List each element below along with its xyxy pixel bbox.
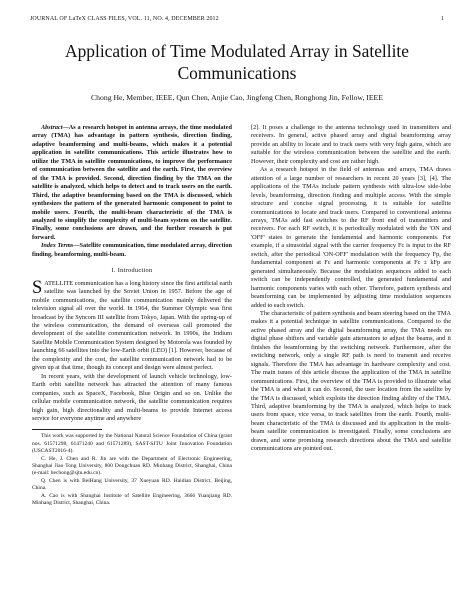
index-terms-text: —Satellite communication, time modulated array, direction finding, beamforming, multi-beam. [32,242,232,258]
index-terms [32,242,232,259]
left-column [32,124,232,507]
intro-paragraph-1-text: ATELLITE communication has a long history since the first artificial earth satellite was launched by the Soviet Union in 1957. Before the age of mobile communications, the satellite communication mainly delivered the television signal all over the world. In 1964, the Summer Olympic was first broadcast by the Syncom III satellite from Tokyo, Japan. With the spring-up of the wireless communication, the demand of overseas call promoted the development of the satellite communication network. In 1990s, the Iridium Satellite Mobile Communication System designed by Motorola was founded by launching 66 satellites into the low-Earth orbit (LEO) [1]. However, because of the complexity and the cost, the satellite communication network had to be given up at that time, though its concept and design were almost perfect. [32,279,232,372]
footnote-affiliation-beihang: Q. Chen is with BeiHang University, 37 Xueyuan RD. Haidian District, Beijing, China. [32,477,232,491]
paper-title: Application of Time Modulated Array in Satellite Communications [65,41,409,83]
section-heading-introduction: I. Introduction [111,267,153,275]
body-paragraph-article-outline: The characteristic of pattern synthesis and beam steering based on the TMA makes it a potential technique in satellite communications. Compared to the active phased array and the digital beamforming array, the TMA needs no digital phase shifters and variable gain attenuators to adjust the beams, and it finishes the beamforming by the switching network. Furthermore, after the switching network, only a single RF path is need to transmit and receive signals. Therefore the TMA has advantage in hardware complexity and cost. The main issues of this article discuss the application of the TMA in satellite communications. First, the overview of the TMA is provided to illustrate what the TMA is and what it can do. Second, the user location from the satellite by the TMA is discussed, which exploits the direction finding ability of the TMA. Third, adaptive beamforming by the TMA is analyzed, which helps to track users from space, vice versa, to track satellites from the earth. Fourth, multi-beam characteristic of the TMA is discussed and its application in the multi-beam satellite communication is investigated. Finally, some conclusions are drawn, and some promising research directions about the TMA and satellite communications are pointed out. [251,309,451,453]
page-number: 1 [440,16,444,22]
abstract-text: —As a research hotspot in antenna arrays, the time modulated array (TMA) has advantage in pattern synthesis, direction finding, adaptive beamforming and multi-beams, which makes it a potential application in satellite communications. This article illustrates how to utilize the TMA in satellite communications, to improve the performance of communication between the satellite and the earth. First, the overview of the TMA is provided. Second, direction finding by the TMA on the satellite is analyzed, which helps to detect and to track users on the earth. Third, the adaptive beamforming based on the TMA is discussed, which synthesizes the pattern of the generated harmonic component to point to mobile users. Fourth, the multi-beam characteristic of the TMA is analyzed to simplify the complexity of multi-beam system on the satellite. Finally, some conclusions are drawn, and the further research is put forward. [32,124,232,241]
running-header [30,16,444,28]
footnote-affiliation-sise: A. Cao is with Shanghai Institute of Satellite Engineering, 3666 Yuanjiang RD. Minhang District, Shanghai, China. [32,492,232,506]
intro-paragraph-2: In recent years, with the development of launch vehicle technology, low-Earth orbit satellite network has attracted the attention of many famous companies, such as SpaceX, Facebook, Blue Origin and so on. Unlike the cellular mobile communication network, the satellite communication requires high gain, high directionality and multi-beams to provide Internet access service for everyone anytime and anywhere [32,372,232,422]
footnote-divider [32,429,102,430]
intro-paragraph-1 [32,277,232,373]
abstract-lead: Abstract [41,124,63,131]
footnotes [32,433,232,507]
body-paragraph-tma-overview: As a research hotspot in the field of antennas and arrays, TMA draws attention of a large number of researchers in recent 20 years [3], [4]. The applications of the TMAs include pattern synthesis with ultra-low side-lobe levels, beamforming, direction finding and multiple access. With the simple structure and concise signal processing, it is suitable for satellite communications to locate and track users. Compared to conventional antenna arrays, TMAs add fast switches to the RF front end of transmitters and receivers. For each RF switch, it is periodically modulated with the 'ON and 'OFF' states to generate the fundamental and harmonic components. For example, if a sinusoidal signal with the carrier frequency Fc is input to the RF switch, after the periodical 'ON-OFF' modulation with the frequency Fp, the fundamental component at Fc and harmonic components at Fc ± kFp are generated simultaneously. Because the modulation sequences added to each switch can be independently controlled, the generated fundamental and harmonic components varies with each other. Therefore, pattern synthesis and beamforming can be implemented by adjusting time modulation sequences added to each switch. [251,166,451,309]
body-paragraph-continued: [2]. It poses a challenge to the antenna technology used in transmitters and receivers. In general, active phased array and digital beamforming array provide an ability to locate and to track users with very high gains, which are suitable for the wireless communication between the satellite and the earth. However, their complexity and cost are rather high. [251,124,451,165]
abstract [32,124,232,242]
footnote-affiliation-sjtu: C. He, J. Chen and R. Jin are with the Department of Electronic Engineering, Shanghai Jiao Tong University, 800 Dongchuan RD. Minhang District, Shanghai, China (e-mail: hechong@sjtu.edu.cn). [32,455,232,476]
journal-header: JOURNAL OF LaTeX CLASS FILES, VOL. 11, NO. 4, DECEMBER 2012 [30,16,219,22]
index-terms-lead: Index Terms [41,242,74,250]
drop-cap: S [32,277,43,298]
footnote-funding: This work was supported by the National Natural Science Foundation of China (grant nos. 61571298, 61471240 and 61571289), SAST-SJTU Joint Innovation Foundation (USCAST2016-4). [32,433,232,454]
right-column [251,124,451,454]
author-list: Chong He, Member, IEEE, Qun Chen, Anjie Cao, Jingfeng Chen, Ronghong Jin, Fellow, IEEE [91,93,383,102]
